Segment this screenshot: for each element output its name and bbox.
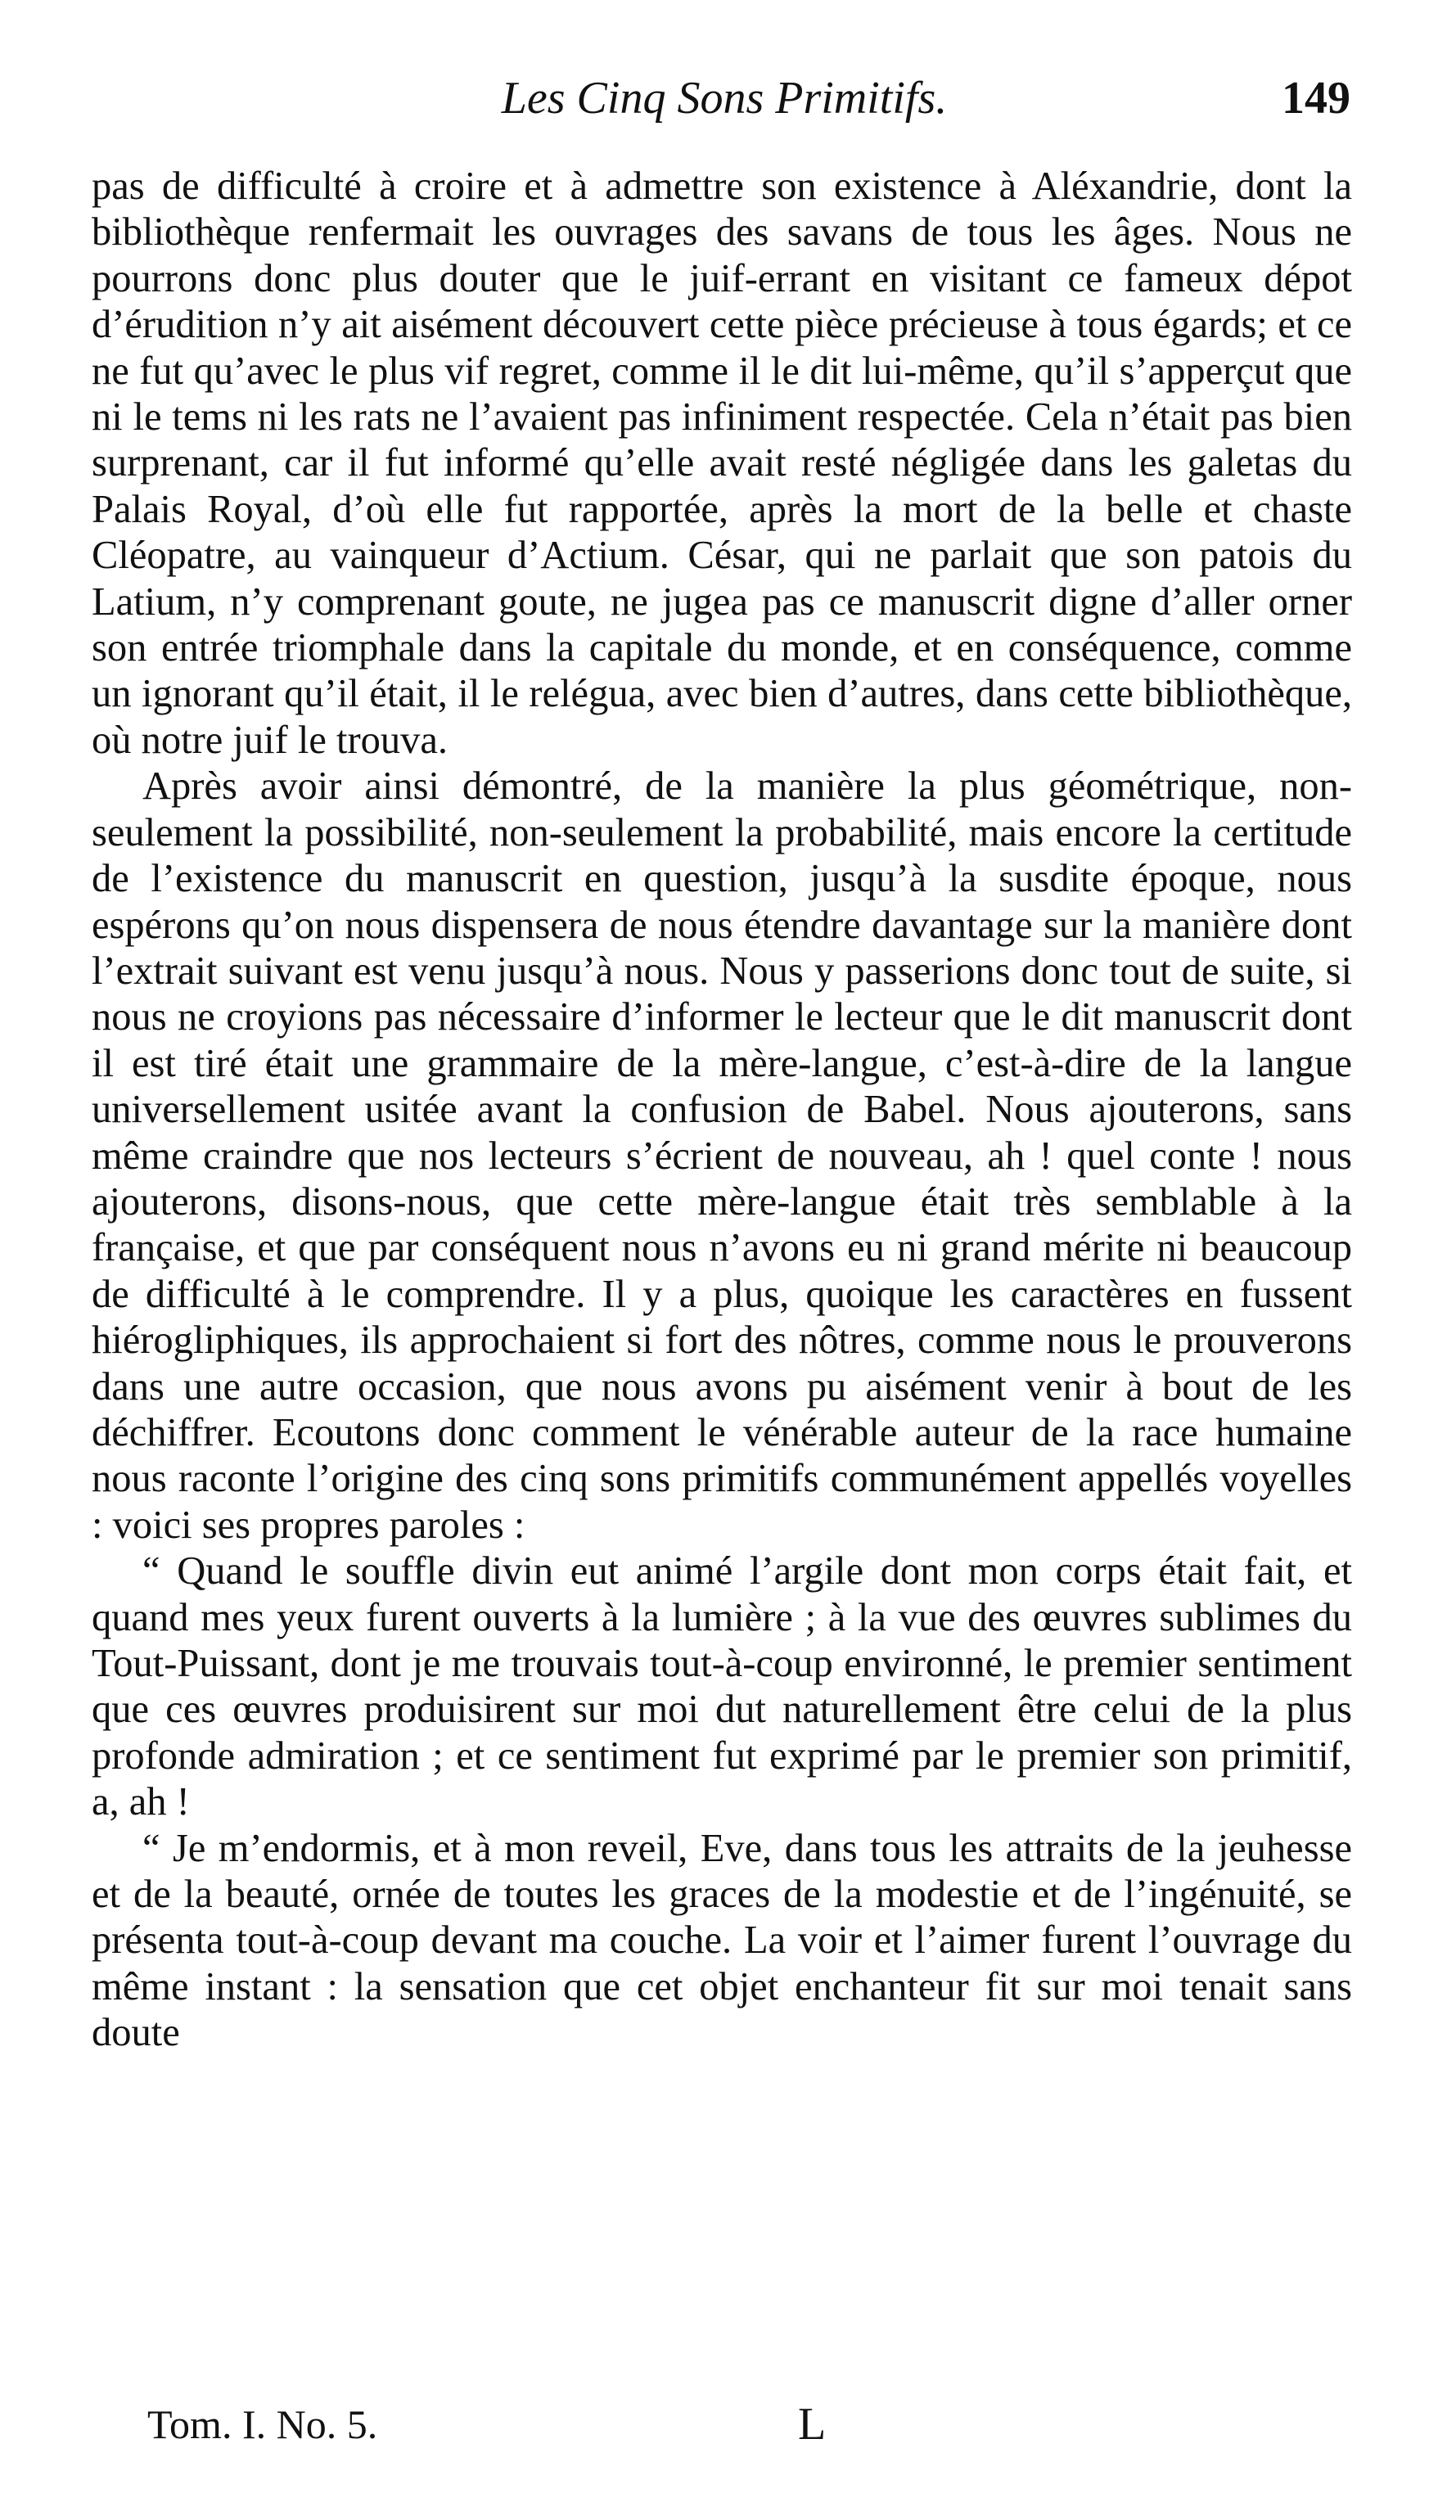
running-title: Les Cinq Sons Primitifs.: [501, 73, 948, 124]
signature-line: Tom. I. No. 5.: [147, 2401, 378, 2447]
page-number: 149: [1282, 73, 1350, 124]
paragraph-4: “ Je m’endormis, et à mon reveil, Eve, dans tous les attraits de la jeuhesse et de la beauté, ornée de toutes les graces de la modestie et de l’ingénuité, se présenta tout-à-coup devant ma couche. La voir et l’aimer furent l’ouvrage du même instant : la sensation que cet objet enchanteur fit sur moi tenait sans doute: [92, 1826, 1352, 2055]
running-head: [98, 65, 1350, 131]
body-text: [92, 164, 1352, 2057]
signature-mark: L: [798, 2399, 827, 2450]
paragraph-1: pas de difficulté à croire et à admettre son existence à Aléxandrie, dont la bibliothèque renfermait les ouvrages des savans de tous les âges. Nous ne pourrons donc plus douter que le juif-errant en visitant ce fameux dépot d’érudition n’y ait aisément découvert cette pièce précieuse à tous égards; et ce ne fut qu’avec le plus vif regret, comme il le dit lui-même, qu’il s’apperçut que ni le tems ni les rats ne l’avaient pas infiniment respectée. Cela n’était pas bien surprenant, car il fut informé qu’elle avait resté négligée dans les galetas du Palais Royal, d’où elle fut rapportée, après la mort de la belle et chaste Cléopatre, au vainqueur d’Actium. César, qui ne parlait que son patois du Latium, n’y comprenant goute, ne jugea pas ce manuscrit digne d’aller orner son entrée triomphale dans la capitale du monde, et en conséquence, comme un ignorant qu’il était, il le relégua, avec bien d’autres, dans cette bibliothèque, où notre juif le trouva.: [92, 165, 1352, 762]
paragraph-3: “ Quand le souffle divin eut animé l’argile dont mon corps était fait, et quand mes yeux furent ouverts à la lumière ; à la vue des œuvres sublimes du Tout-Puissant, dont je me trouvais tout-à-coup environné, le premier sentiment que ces œuvres produisirent sur moi dut naturellement être celui de la plus profonde admiration ; et ce sentiment fut exprimé par le premier son primitif, a, ah !: [92, 1549, 1352, 1824]
paragraph-2: Après avoir ainsi démontré, de la manière la plus géométrique, non-seulement la possibilité, non-seulement la probabilité, mais encore la certitude de l’existence du manuscrit en question, jusqu’à la susdite époque, nous espérons qu’on nous dispensera de nous étendre davantage sur la manière dont l’extrait suivant est venu jusqu’à nous. Nous y passerions donc tout de suite, si nous ne croyions pas nécessaire d’informer le lecteur que le dit manuscrit dont il est tiré était une grammaire de la mère-langue, c’est-à-dire de la langue universellement usitée avant la confusion de Babel. Nous ajouterons, sans même craindre que nos lecteurs s’écrient de nouveau, ah ! quel conte ! nous ajouterons, disons-nous, que cette mère-langue était très semblable à la française, et que par conséquent nous n’avons eu ni grand mérite ni beaucoup de difficulté à le comprendre. Il y a plus, quoique les caractères en fussent hiérogliphiques, ils approchaient si fort des nôtres, comme nous le prouverons dans une autre occasion, que nous avons pu aisément venir à bout de les déchiffrer. Ecoutons donc comment le vénérable auteur de la race humaine nous raconte l’origine des cinq sons primitifs communément appellés voyelles : voici ses propres paroles :: [92, 764, 1352, 1547]
